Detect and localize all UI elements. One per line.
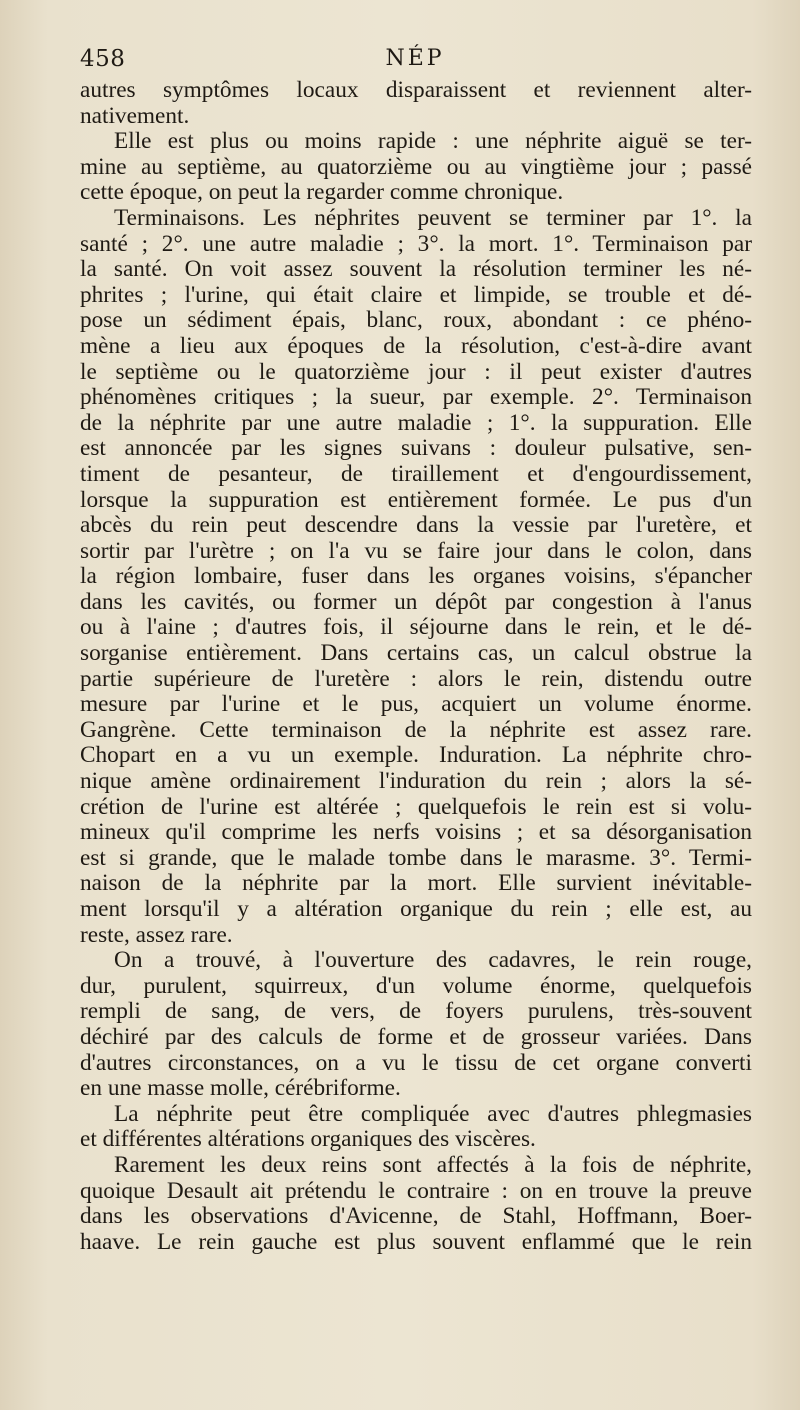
- text-line: rempli de sang, de vers, de foyers purulens, très-souvent: [80, 998, 752, 1025]
- text-line: mesure par l'urine et le pus, acquiert un volume énorme.: [80, 691, 752, 718]
- text-line: Elle est plus ou moins rapide : une néphrite aiguë se ter-: [114, 128, 752, 155]
- text-line: Rarement les deux reins sont affectés à la fois de néphrite,: [114, 1151, 752, 1178]
- text-line: santé ; 2°. une autre maladie ; 3°. la mort. 1°. Terminaison par: [80, 230, 752, 257]
- text-line: sortir par l'urètre ; on l'a vu se faire jour dans le colon, dans: [80, 537, 752, 564]
- text-line: timent de pesanteur, de tiraillement et d'engourdissement,: [80, 460, 752, 487]
- text-line: dans les cavités, ou former un dépôt par congestion à l'anus: [80, 588, 752, 615]
- text-line: ou à l'aine ; d'autres fois, il séjourne dans le rein, et le dé-: [80, 614, 752, 641]
- text-line: quoique Desault ait prétendu le contraire : on en trouve la preuve: [80, 1177, 752, 1204]
- running-head: [80, 46, 750, 80]
- text-line: Chopart en a vu un exemple. Induration. La néphrite chro-: [80, 742, 752, 769]
- text-line: mène a lieu aux époques de la résolution, c'est-à-dire avant: [80, 332, 752, 359]
- text-line: crétion de l'urine est altérée ; quelquefois le rein est si volu-: [80, 793, 752, 820]
- text-line: cette époque, on peut la regarder comme chronique.: [80, 179, 564, 206]
- text-line: partie supérieure de l'uretère : alors le rein, distendu outre: [80, 665, 752, 692]
- text-line: le septième ou le quatorzième jour : il peut exister d'autres: [80, 358, 752, 385]
- text-line: et différentes altérations organiques des viscères.: [80, 1126, 536, 1153]
- text-line: On a trouvé, à l'ouverture des cadavres, le rein rouge,: [114, 947, 752, 974]
- text-line: Gangrène. Cette terminaison de la néphrite est assez rare.: [80, 716, 752, 743]
- text-line: pose un sédiment épais, blanc, roux, abondant : ce phéno-: [80, 307, 752, 334]
- text-line: en une masse molle, cérébriforme.: [80, 1075, 401, 1102]
- text-line: haave. Le rein gauche est plus souvent enflammé que le rein: [80, 1228, 752, 1255]
- text-line: déchiré par des calculs de forme et de grosseur variées. Dans: [80, 1023, 752, 1050]
- text-line: est annoncée par les signes suivans : douleur pulsative, sen-: [80, 435, 752, 462]
- text-line: autres symptômes locaux disparaissent et reviennent alter-: [80, 77, 752, 103]
- text-line: nique amène ordinairement l'induration du rein ; alors la sé-: [80, 768, 752, 795]
- running-title: NÉP: [385, 46, 445, 71]
- text-line: mineux qu'il comprime les nerfs voisins ; et sa désorganisation: [80, 819, 752, 846]
- body-text: [80, 78, 752, 1255]
- text-line: ment lorsqu'il y a altération organique du rein ; elle est, au: [80, 896, 752, 922]
- text-line: dans les observations d'Avicenne, de Stahl, Hoffmann, Boer-: [80, 1203, 752, 1230]
- text-line: abcès du rein peut descendre dans la vessie par l'uretère, et: [80, 512, 752, 539]
- text-line: mine au septième, au quatorzième ou au vingtième jour ; passé: [80, 153, 752, 180]
- text-line: phénomènes critiques ; la sueur, par exemple. 2°. Terminaison: [80, 384, 752, 411]
- text-line: d'autres circonstances, on a vu le tissu de cet organe converti: [80, 1049, 752, 1076]
- text-line: naison de la néphrite par la mort. Elle survient inévitable-: [80, 870, 752, 897]
- text-line: la santé. On voit assez souvent la résolution terminer les né-: [80, 256, 752, 283]
- text-line: reste, assez rare.: [80, 921, 233, 948]
- page-number: 458: [80, 46, 126, 72]
- text-line: est si grande, que le malade tombe dans le marasme. 3°. Termi-: [80, 844, 752, 871]
- text-line: dur, purulent, squirreux, d'un volume énorme, quelquefois: [80, 972, 752, 999]
- text-line: la région lombaire, fuser dans les organes voisins, s'épancher: [80, 563, 752, 590]
- text-line: Terminaisons. Les néphrites peuvent se terminer par 1°. la: [114, 204, 752, 231]
- text-line: La néphrite peut être compliquée avec d'autres phlegmasies: [114, 1100, 752, 1127]
- text-line: de la néphrite par une autre maladie ; 1°. la suppuration. Elle: [80, 409, 752, 436]
- text-line: lorsque la suppuration est entièrement formée. Le pus d'un: [80, 486, 752, 513]
- text-line: sorganise entièrement. Dans certains cas, un calcul obstrue la: [80, 640, 752, 667]
- text-line: nativement.: [80, 102, 190, 129]
- text-line: phrites ; l'urine, qui était claire et limpide, se trouble et dé-: [80, 281, 752, 308]
